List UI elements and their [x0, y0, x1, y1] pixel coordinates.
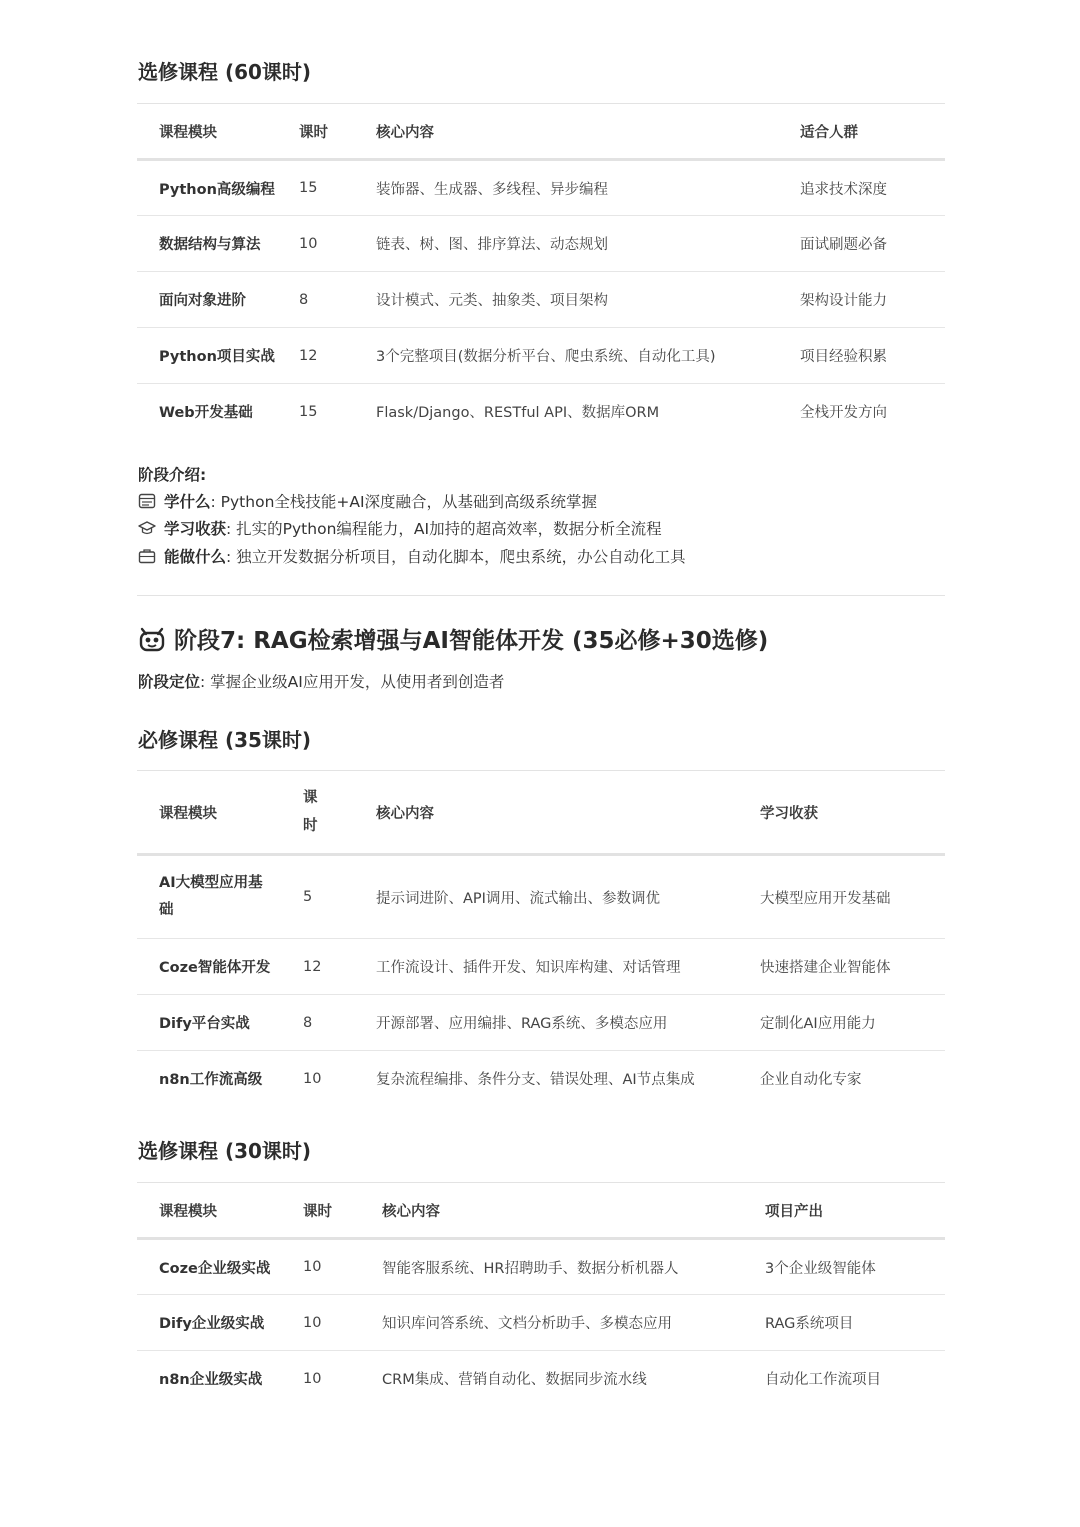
cell-hours: 8: [303, 995, 376, 1051]
cell-module: 面向对象进阶: [137, 272, 299, 328]
cell-hours: 12: [303, 939, 376, 995]
cell-module: n8n企业级实战: [159, 1372, 263, 1389]
cell-hours: 10: [303, 1295, 382, 1351]
cell-gain: 大模型应用开发基础: [760, 855, 945, 939]
table-row: [137, 855, 945, 939]
cell-hours: 12: [299, 328, 376, 384]
section-divider: [137, 595, 945, 596]
table-row: [137, 1295, 945, 1351]
required-table: [137, 770, 945, 1107]
header-hours: 课时: [303, 1183, 382, 1239]
header-content: 核心内容: [376, 771, 760, 855]
cell-content: 复杂流程编排、条件分支、错误处理、AI节点集成: [376, 1072, 695, 1089]
cell-module: Dify企业级实战: [137, 1295, 303, 1351]
table-header-row: [137, 1183, 945, 1239]
cell-audience: 追求技术深度: [800, 160, 945, 216]
header-hours: 课时: [303, 771, 376, 855]
cell-hours: 10: [303, 1070, 322, 1087]
cell-module: Dify平台实战: [137, 995, 303, 1051]
table-row: [137, 1351, 945, 1407]
cell-audience: 全栈开发方向: [800, 405, 887, 422]
cell-module: Web开发基础: [159, 405, 253, 422]
cell-gain: 企业自动化专家: [760, 1072, 862, 1089]
intro-item-gain: 学习收获: 扎实的Python编程能力，AI加持的超高效率，数据分析全流程: [138, 517, 662, 539]
header-output: 项目产出: [765, 1183, 945, 1239]
robot-icon: [138, 626, 166, 658]
cell-hours: 15: [299, 403, 318, 420]
cell-hours: 10: [303, 1370, 322, 1387]
cell-content: CRM集成、营销自动化、数据同步流水线: [382, 1372, 647, 1389]
intro-title: 阶段介绍:: [138, 466, 207, 484]
cell-module: Coze企业级实战: [137, 1239, 303, 1295]
book-icon: [138, 493, 156, 509]
cell-content: 工作流设计、插件开发、知识库构建、对话管理: [376, 939, 760, 995]
briefcase-icon: [138, 548, 156, 564]
header-hours: 课时: [299, 104, 376, 160]
intro-item-can-do: 能做什么: 独立开发数据分析项目，自动化脚本，爬虫系统，办公自动化工具: [138, 545, 686, 567]
header-content: 核心内容: [376, 104, 800, 160]
cell-content: Flask/Django、RESTful API、数据库ORM: [376, 405, 660, 422]
cell-module: Coze智能体开发: [137, 939, 303, 995]
table-header-row: [137, 104, 945, 160]
table-row: [137, 1239, 945, 1295]
cell-output: 自动化工作流项目: [765, 1372, 881, 1389]
header-gain: 学习收获: [760, 771, 945, 855]
cell-module: Python项目实战: [137, 328, 299, 384]
table-row: [137, 939, 945, 995]
graduation-cap-icon: [138, 520, 156, 536]
elective1-title: 选修课程 (60课时): [138, 60, 312, 84]
intro-item-learn: 学什么: Python全栈技能+AI深度融合，从基础到高级系统掌握: [138, 490, 597, 512]
cell-hours: 15: [299, 160, 376, 216]
elective2-title: 选修课程 (30课时): [138, 1139, 312, 1163]
stage7-heading: [138, 622, 768, 658]
table-row: [137, 384, 945, 440]
cell-content: 智能客服系统、HR招聘助手、数据分析机器人: [382, 1239, 765, 1295]
stage7-position: 阶段定位: 掌握企业级AI应用开发，从使用者到创造者: [138, 673, 505, 691]
elective1-table: [137, 103, 945, 440]
cell-output: 3个企业级智能体: [765, 1239, 945, 1295]
cell-module: 数据结构与算法: [137, 216, 299, 272]
cell-content: 提示词进阶、API调用、流式输出、参数调优: [376, 855, 760, 939]
cell-audience: 项目经验积累: [800, 328, 945, 384]
cell-audience: 面试刷题必备: [800, 216, 945, 272]
table-row: [137, 216, 945, 272]
cell-hours: 10: [299, 216, 376, 272]
table-row: [137, 1051, 945, 1107]
cell-gain: 定制化AI应用能力: [760, 995, 945, 1051]
cell-hours: 5: [303, 855, 376, 939]
stage7-title: 阶段7: RAG检索增强与AI智能体开发 (35必修+30选修): [174, 628, 769, 654]
header-module: 课程模块: [137, 771, 303, 855]
cell-output: RAG系统项目: [765, 1295, 945, 1351]
header-audience: 适合人群: [800, 104, 945, 160]
table-row: [137, 160, 945, 216]
cell-gain: 快速搭建企业智能体: [760, 939, 945, 995]
cell-content: 链表、树、图、排序算法、动态规划: [376, 216, 800, 272]
elective2-table: [137, 1182, 945, 1407]
cell-hours: 10: [303, 1239, 382, 1295]
cell-content: 装饰器、生成器、多线程、异步编程: [376, 160, 800, 216]
cell-hours: 8: [299, 272, 376, 328]
required-title: 必修课程 (35课时): [138, 728, 312, 752]
cell-content: 3个完整项目(数据分析平台、爬虫系统、自动化工具): [376, 328, 800, 384]
cell-module: AI大模型应用基础: [137, 855, 303, 939]
header-content: 核心内容: [382, 1183, 765, 1239]
cell-module: n8n工作流高级: [159, 1072, 263, 1089]
cell-audience: 架构设计能力: [800, 272, 945, 328]
table-row: [137, 328, 945, 384]
table-row: [137, 272, 945, 328]
cell-content: 设计模式、元类、抽象类、项目架构: [376, 272, 800, 328]
table-header-row: [137, 771, 945, 855]
table-row: [137, 995, 945, 1051]
header-module: 课程模块: [137, 1183, 303, 1239]
cell-module: Python高级编程: [137, 160, 299, 216]
cell-content: 知识库问答系统、文档分析助手、多模态应用: [382, 1295, 765, 1351]
cell-content: 开源部署、应用编排、RAG系统、多模态应用: [376, 995, 760, 1051]
header-module: 课程模块: [137, 104, 299, 160]
